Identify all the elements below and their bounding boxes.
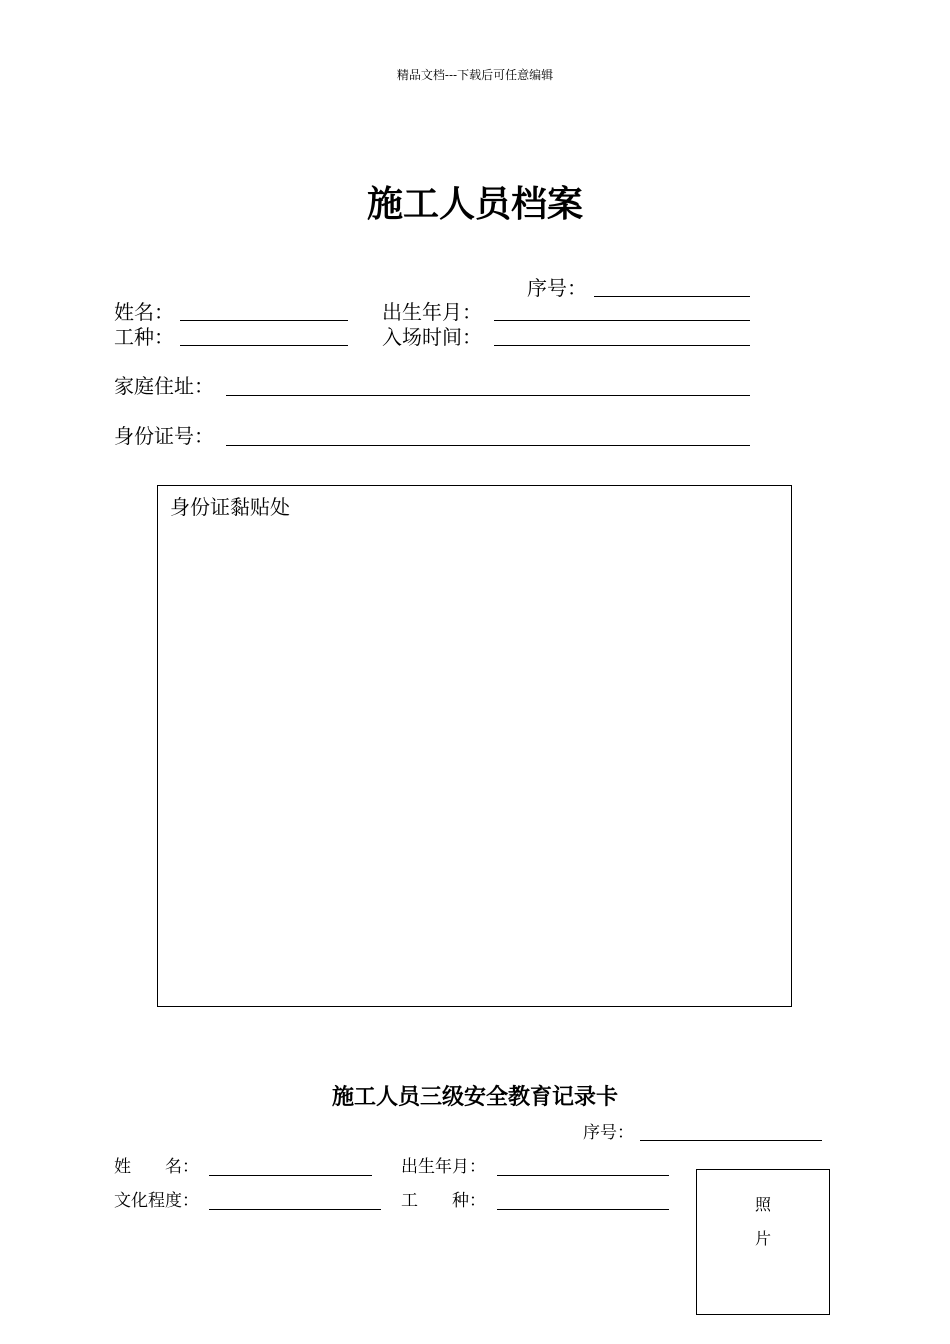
record-education-field[interactable] [209,1209,381,1210]
archive-entry-label: 入场时间： [382,325,482,349]
record-name-label: 姓 名： [114,1157,199,1177]
record-serial-label: 序号： [583,1123,634,1143]
record-serial-field[interactable] [640,1140,822,1141]
record-name-field[interactable] [209,1175,372,1176]
archive-trade-field[interactable] [180,345,348,346]
archive-address-field[interactable] [226,395,750,396]
archive-trade-label: 工种： [114,325,174,349]
record-title: 施工人员三级安全教育记录卡 [331,1085,618,1110]
photo-label-1: 照 [754,1195,771,1214]
archive-serial-label: 序号： [527,276,587,300]
id-card-paste-area [157,485,792,1007]
record-birth-label: 出生年月： [401,1157,486,1177]
page-header-note: 精品文档---下载后可任意编辑 [396,68,554,82]
record-trade-field[interactable] [497,1209,669,1210]
record-trade-label: 工 种： [401,1191,486,1211]
photo-label-2: 片 [754,1229,771,1248]
archive-id-label: 身份证号： [114,424,214,448]
archive-birth-label: 出生年月： [382,300,482,324]
archive-name-label: 姓名： [114,300,174,324]
record-education-label: 文化程度： [114,1191,199,1211]
archive-entry-field[interactable] [494,345,750,346]
archive-birth-field[interactable] [494,320,750,321]
archive-serial-field[interactable] [594,296,750,297]
archive-title: 施工人员档案 [366,183,583,225]
archive-address-label: 家庭住址： [114,374,214,398]
archive-name-field[interactable] [180,320,348,321]
record-birth-field[interactable] [497,1175,669,1176]
photo-box [696,1169,830,1315]
archive-id-field[interactable] [226,445,750,446]
id-card-paste-label: 身份证黏贴处 [170,495,290,519]
